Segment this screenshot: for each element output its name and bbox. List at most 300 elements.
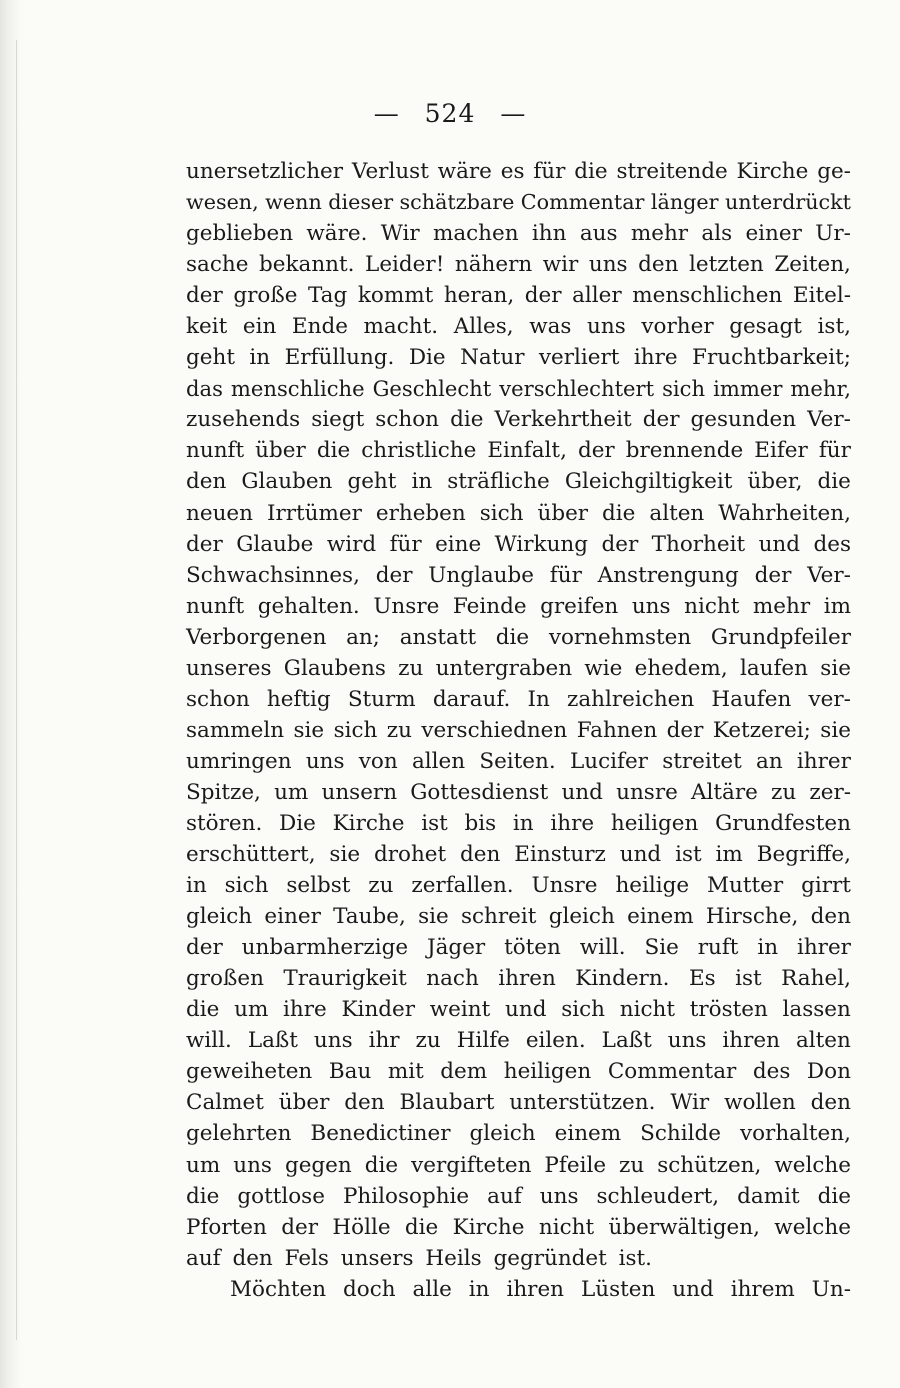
word: Zeiten, bbox=[774, 252, 851, 278]
word: Anstrengung bbox=[597, 562, 739, 588]
word: verschiednen bbox=[421, 717, 568, 743]
word: Heils bbox=[425, 1245, 482, 1271]
word: einem bbox=[554, 1121, 622, 1147]
word: Glauben bbox=[241, 469, 333, 495]
word: brennende bbox=[625, 438, 744, 464]
word: ehedem, bbox=[634, 655, 728, 681]
word: vergifteten bbox=[411, 1152, 532, 1178]
word: ver- bbox=[808, 686, 851, 712]
word: heiligen bbox=[503, 1059, 592, 1085]
word: unterdrückt bbox=[724, 190, 851, 215]
word: in bbox=[512, 810, 534, 836]
word: schätzbare bbox=[399, 190, 515, 215]
word: geht bbox=[186, 345, 235, 371]
word: ihren bbox=[722, 1028, 780, 1054]
word: sich bbox=[224, 873, 269, 899]
text-line bbox=[186, 404, 851, 435]
word: erheben bbox=[375, 500, 466, 526]
word: eilen. bbox=[525, 1028, 586, 1054]
word: greifen bbox=[540, 593, 619, 619]
word: Feinde bbox=[452, 593, 527, 619]
word: laufen bbox=[739, 655, 809, 681]
word: machen bbox=[432, 221, 519, 247]
word: mit bbox=[387, 1059, 424, 1085]
word: uns bbox=[539, 1183, 579, 1209]
text-line bbox=[186, 932, 851, 963]
word: die bbox=[404, 1214, 439, 1240]
word: Grundfesten bbox=[715, 810, 851, 836]
word: Verborgenen bbox=[186, 624, 327, 650]
text-line bbox=[186, 653, 851, 684]
word: sache bbox=[186, 252, 249, 278]
text-line bbox=[186, 466, 851, 497]
word: ge- bbox=[817, 159, 851, 184]
word: und bbox=[758, 531, 801, 557]
word: dem bbox=[440, 1059, 488, 1085]
word: in bbox=[249, 345, 271, 371]
word: Unglaube bbox=[428, 562, 535, 588]
word: für bbox=[549, 562, 582, 588]
word: Gleichgiltigkeit bbox=[564, 469, 733, 495]
word: Ende bbox=[291, 314, 348, 340]
word: trösten bbox=[689, 997, 768, 1023]
word: doch bbox=[343, 1276, 396, 1302]
word: Schilde bbox=[640, 1121, 721, 1147]
word: den bbox=[232, 1245, 273, 1271]
word: die bbox=[450, 407, 484, 433]
word: allen bbox=[411, 748, 466, 774]
word: zu bbox=[771, 779, 797, 805]
word: zu bbox=[398, 655, 424, 681]
word: Kindern. bbox=[575, 966, 670, 992]
page-number-header bbox=[0, 96, 900, 132]
word: Ver- bbox=[807, 407, 851, 433]
word: nunft bbox=[186, 438, 245, 464]
word: sich bbox=[333, 717, 378, 743]
word: mehr bbox=[752, 593, 811, 619]
word: unsern bbox=[321, 779, 398, 805]
word: auf bbox=[186, 1245, 221, 1271]
text-line bbox=[186, 591, 851, 622]
word: die bbox=[817, 469, 851, 495]
word: wesen, bbox=[186, 190, 259, 215]
word: Spitze, bbox=[186, 779, 261, 805]
word: in bbox=[186, 873, 207, 899]
word: Möchten bbox=[230, 1276, 327, 1302]
word: Laßt bbox=[247, 1028, 298, 1054]
word: gleich bbox=[186, 904, 253, 930]
word: menschliche bbox=[230, 376, 365, 402]
word: uns bbox=[233, 1152, 272, 1178]
word: für bbox=[389, 531, 422, 557]
word: die bbox=[186, 1183, 220, 1209]
word: Geschlecht bbox=[372, 376, 492, 402]
word: Pfeile bbox=[544, 1152, 607, 1178]
text-line bbox=[186, 342, 851, 373]
word: sich bbox=[479, 500, 524, 526]
word: girrt bbox=[801, 873, 851, 899]
word: Kirche bbox=[332, 810, 405, 836]
word: schleudert, bbox=[596, 1183, 720, 1209]
word: aller bbox=[572, 283, 622, 309]
word: zu bbox=[619, 1152, 645, 1178]
text-line bbox=[186, 311, 851, 342]
word: ist bbox=[421, 810, 448, 836]
word: des bbox=[813, 531, 851, 557]
text-line bbox=[186, 901, 851, 932]
word: über, bbox=[747, 469, 803, 495]
word: Taube, bbox=[333, 904, 406, 930]
text-line bbox=[186, 156, 851, 187]
text-line bbox=[186, 963, 851, 994]
header-dash-left: — bbox=[373, 99, 400, 128]
word: streitet bbox=[662, 748, 742, 774]
word: Kinder bbox=[341, 997, 416, 1023]
word: von bbox=[358, 748, 398, 774]
word: eine bbox=[435, 531, 482, 557]
word: es bbox=[500, 159, 525, 184]
word: in bbox=[468, 1276, 490, 1302]
word: in bbox=[757, 935, 779, 961]
word: zu bbox=[386, 717, 412, 743]
text-line bbox=[186, 870, 851, 901]
text-line bbox=[186, 1212, 851, 1243]
word: Pforten bbox=[186, 1214, 267, 1240]
word: sie bbox=[293, 717, 325, 743]
word: geht bbox=[347, 469, 397, 495]
word: gleich bbox=[548, 904, 615, 930]
word: ihn bbox=[531, 221, 567, 247]
word: Hilfe bbox=[456, 1028, 510, 1054]
word: Traurigkeit bbox=[283, 966, 407, 992]
text-line bbox=[186, 218, 851, 249]
word: Bau bbox=[328, 1059, 372, 1085]
word: die bbox=[364, 1152, 399, 1178]
word: drohet bbox=[373, 842, 447, 868]
word: Thorheit bbox=[651, 531, 746, 557]
word: zu bbox=[368, 873, 394, 899]
word: der bbox=[754, 562, 792, 588]
word: Gottesdienst bbox=[410, 779, 549, 805]
text-line bbox=[186, 498, 851, 529]
word: nicht bbox=[619, 997, 675, 1023]
word: der bbox=[186, 283, 223, 309]
word: wenn bbox=[265, 190, 322, 215]
word: den bbox=[810, 1090, 851, 1116]
word: verschlechtert bbox=[499, 376, 655, 402]
word: Wirkung bbox=[494, 531, 589, 557]
word: wie bbox=[584, 655, 623, 681]
word: macht. bbox=[363, 314, 439, 340]
word: will. bbox=[186, 1028, 232, 1054]
word: bekannt. bbox=[259, 252, 355, 278]
word: sie bbox=[329, 842, 361, 868]
paragraph-last-line bbox=[186, 1243, 851, 1274]
word: Unsre bbox=[373, 593, 440, 619]
word: einer bbox=[264, 904, 321, 930]
word: ist. bbox=[618, 1245, 653, 1271]
word: Hirsche, bbox=[705, 904, 799, 930]
word: heilige bbox=[615, 873, 690, 899]
word: an; bbox=[346, 624, 381, 650]
word: ist bbox=[675, 842, 702, 868]
word: Begriffe, bbox=[756, 842, 851, 868]
word: christliche bbox=[361, 438, 477, 464]
word: um bbox=[186, 1152, 221, 1178]
word: Verlust bbox=[351, 159, 429, 184]
word: weint bbox=[429, 997, 491, 1023]
word: ihren bbox=[506, 1276, 565, 1302]
word: Sturm bbox=[347, 686, 416, 712]
word: sie bbox=[820, 717, 851, 743]
word: Leider! bbox=[365, 252, 445, 278]
word: gegründet bbox=[493, 1245, 607, 1271]
word: gelehrten bbox=[186, 1121, 292, 1147]
binding-gutter-line bbox=[16, 40, 17, 1340]
text-line bbox=[186, 839, 851, 870]
word: was bbox=[529, 314, 572, 340]
word: vorher bbox=[641, 314, 714, 340]
word: zahlreichen bbox=[567, 686, 695, 712]
word: die bbox=[186, 997, 220, 1023]
word: Die bbox=[408, 345, 446, 371]
word: siegt bbox=[311, 407, 365, 433]
word: Hölle bbox=[332, 1214, 391, 1240]
word: stören. bbox=[186, 810, 263, 836]
word: schützen, bbox=[657, 1152, 762, 1178]
word: Einsturz bbox=[514, 842, 606, 868]
word: und bbox=[561, 779, 603, 805]
word: sich bbox=[662, 376, 706, 402]
word: vornehmsten bbox=[548, 624, 692, 650]
word: Wir bbox=[380, 221, 420, 247]
word: auf bbox=[487, 1183, 522, 1209]
word: wollen bbox=[724, 1090, 796, 1116]
word: ihre bbox=[550, 810, 595, 836]
word: schreit bbox=[460, 904, 537, 930]
word: ihre bbox=[633, 345, 678, 371]
word: und bbox=[672, 1276, 714, 1302]
word: über bbox=[255, 438, 306, 464]
word: den bbox=[460, 842, 501, 868]
word: Altäre bbox=[691, 779, 758, 805]
word: untergraben bbox=[435, 655, 573, 681]
word: zu bbox=[415, 1028, 441, 1054]
word: über bbox=[278, 1090, 330, 1116]
word: Es bbox=[688, 966, 716, 992]
word: welche bbox=[774, 1214, 851, 1240]
word: letzten bbox=[689, 252, 764, 278]
word: Lüsten bbox=[580, 1276, 656, 1302]
word: der bbox=[375, 562, 413, 588]
word: uns bbox=[588, 252, 628, 278]
page-number: 524 bbox=[424, 99, 476, 128]
word: geblieben bbox=[186, 221, 294, 247]
word: mehr bbox=[630, 221, 689, 247]
word: an bbox=[756, 748, 783, 774]
word: einem bbox=[627, 904, 694, 930]
word: welche bbox=[774, 1152, 851, 1178]
word: sich bbox=[561, 997, 605, 1023]
word: der bbox=[601, 531, 639, 557]
text-line bbox=[186, 1025, 851, 1056]
word: Ur- bbox=[815, 221, 851, 247]
word: Ketzerei; bbox=[712, 717, 811, 743]
word: ruft bbox=[697, 935, 739, 961]
word: ihrer bbox=[796, 748, 851, 774]
word: wir bbox=[542, 252, 579, 278]
word: keit bbox=[186, 314, 228, 340]
text-line bbox=[186, 373, 851, 404]
word: menschlichen bbox=[632, 283, 783, 309]
word: nunft bbox=[186, 593, 245, 619]
word: ihre bbox=[283, 997, 327, 1023]
word: Natur bbox=[460, 345, 525, 371]
word: Jäger bbox=[427, 935, 486, 961]
word: Verkehrtheit bbox=[494, 407, 632, 433]
binding-gutter-shadow bbox=[0, 0, 22, 1388]
word: länger bbox=[650, 190, 719, 215]
word: Glaube bbox=[236, 531, 314, 557]
word: Erfüllung. bbox=[284, 345, 395, 371]
word: streitende bbox=[616, 159, 728, 184]
word: Tag bbox=[308, 283, 348, 309]
word: ein bbox=[242, 314, 277, 340]
word: uns bbox=[313, 1028, 353, 1054]
word: schon bbox=[186, 686, 250, 712]
word: darauf. bbox=[432, 686, 511, 712]
word: der bbox=[281, 1214, 318, 1240]
text-line bbox=[186, 187, 851, 218]
word: heran, bbox=[443, 283, 515, 309]
word: der bbox=[186, 531, 223, 557]
word: unbarmherzige bbox=[241, 935, 409, 961]
word: nicht bbox=[684, 593, 740, 619]
word: Don bbox=[806, 1059, 851, 1085]
word: uns bbox=[667, 1028, 707, 1054]
word: sie bbox=[418, 904, 449, 930]
word: gehalten. bbox=[257, 593, 360, 619]
word: Seiten. bbox=[479, 748, 556, 774]
word: vorhalten, bbox=[739, 1121, 851, 1147]
word: im bbox=[823, 593, 851, 619]
word: Commentar bbox=[520, 190, 645, 215]
text-line bbox=[186, 1181, 851, 1212]
word: ihrer bbox=[796, 935, 851, 961]
word: der bbox=[186, 935, 223, 961]
text-line bbox=[186, 1056, 851, 1087]
word: Fahnen bbox=[576, 717, 658, 743]
word: den bbox=[638, 252, 679, 278]
word: den bbox=[810, 904, 851, 930]
text-line bbox=[186, 715, 851, 746]
word: und bbox=[505, 997, 547, 1023]
header-dash-right: — bbox=[500, 99, 527, 128]
word: schon bbox=[375, 407, 440, 433]
word: Die bbox=[279, 810, 316, 836]
word: Blaubart bbox=[399, 1090, 495, 1116]
word: um bbox=[234, 997, 269, 1023]
word: In bbox=[527, 686, 550, 712]
word: Sie bbox=[644, 935, 679, 961]
word: ihrem bbox=[730, 1276, 795, 1302]
word: wird bbox=[326, 531, 377, 557]
text-line bbox=[186, 777, 851, 808]
word: gleich bbox=[469, 1121, 536, 1147]
word: nicht bbox=[538, 1214, 595, 1240]
word: wäre. bbox=[306, 221, 368, 247]
word: alten bbox=[649, 500, 705, 526]
word: das bbox=[186, 376, 223, 402]
word: die bbox=[316, 438, 351, 464]
word: Alles, bbox=[453, 314, 514, 340]
word: ist, bbox=[817, 314, 851, 340]
word: die bbox=[495, 624, 530, 650]
word: Haufen bbox=[711, 686, 792, 712]
word: ihr bbox=[368, 1028, 400, 1054]
word: gesagt bbox=[729, 314, 802, 340]
word: geweiheten bbox=[186, 1059, 313, 1085]
word: alle bbox=[412, 1276, 452, 1302]
word: den bbox=[186, 469, 227, 495]
word: Laßt bbox=[601, 1028, 652, 1054]
word: damit bbox=[737, 1183, 800, 1209]
word: zerfallen. bbox=[411, 873, 514, 899]
word: uns bbox=[305, 748, 345, 774]
word: große bbox=[233, 283, 298, 309]
word: aus bbox=[579, 221, 618, 247]
text-line bbox=[186, 1118, 851, 1149]
word: alten bbox=[795, 1028, 851, 1054]
text-line bbox=[186, 622, 851, 653]
word: sammeln bbox=[186, 717, 285, 743]
word: unseres bbox=[186, 655, 272, 681]
word: töten bbox=[504, 935, 561, 961]
word: Un- bbox=[811, 1276, 851, 1302]
word: mehr, bbox=[790, 376, 851, 402]
word: der bbox=[642, 407, 680, 433]
word: heftig bbox=[266, 686, 331, 712]
word: unterstützen. bbox=[509, 1090, 656, 1116]
word: uns bbox=[587, 314, 626, 340]
word: unersetzlicher bbox=[186, 159, 344, 184]
word: Wahrheiten, bbox=[718, 500, 851, 526]
word: nähern bbox=[454, 252, 533, 278]
word: Kirche bbox=[736, 159, 809, 184]
text-line bbox=[186, 529, 851, 560]
text-line bbox=[186, 808, 851, 839]
word: Grundpfeiler bbox=[710, 624, 851, 650]
word: die bbox=[574, 159, 608, 184]
text-line bbox=[186, 746, 851, 777]
word: wäre bbox=[437, 159, 492, 184]
word: will. bbox=[579, 935, 626, 961]
word: erschüttert, bbox=[186, 842, 316, 868]
word: Mutter bbox=[707, 873, 784, 899]
word: neuen bbox=[186, 500, 253, 526]
word: lassen bbox=[782, 997, 851, 1023]
word: Ver- bbox=[807, 562, 851, 588]
word: in bbox=[411, 469, 433, 495]
word: für bbox=[533, 159, 566, 184]
word: immer bbox=[713, 376, 783, 402]
word: und bbox=[619, 842, 662, 868]
word: Eifer bbox=[754, 438, 808, 464]
word: bis bbox=[464, 810, 497, 836]
text-line bbox=[186, 560, 851, 591]
word: Philosophie bbox=[342, 1183, 470, 1209]
word: sträfliche bbox=[447, 469, 550, 495]
